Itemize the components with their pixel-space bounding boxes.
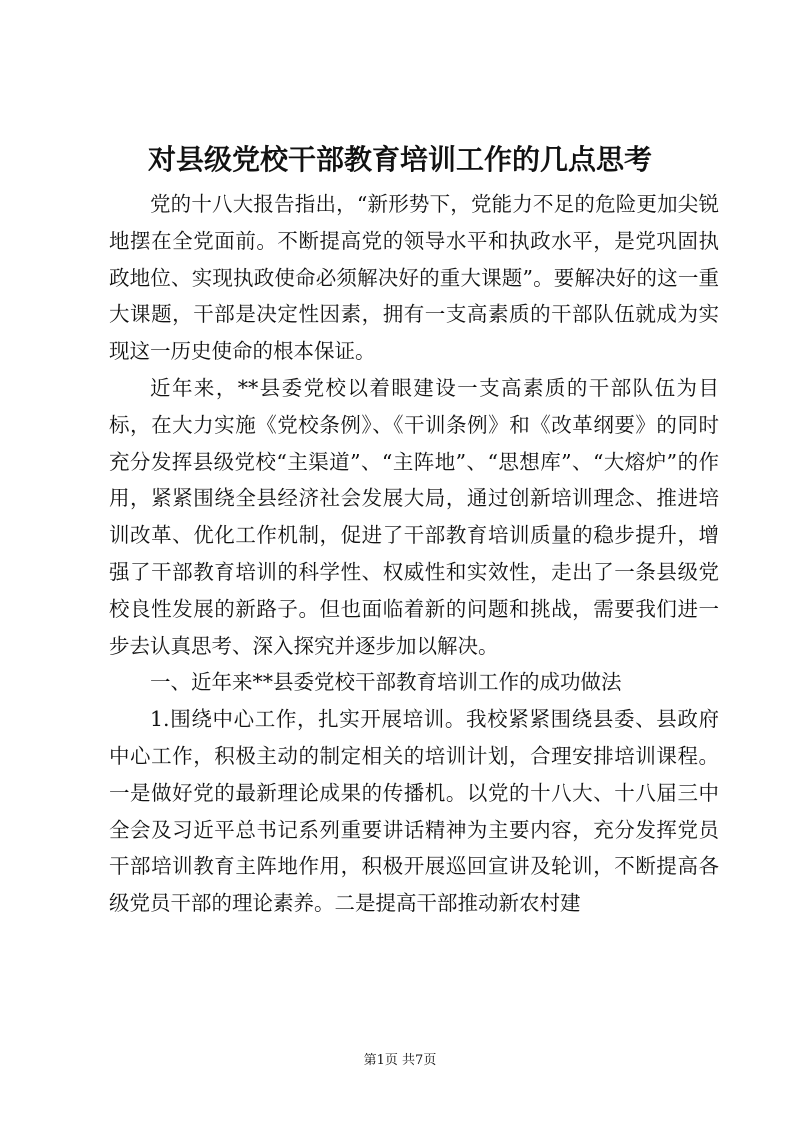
document-body [109, 186, 719, 922]
paragraph-intro: 党的十八大报告指出，“新形势下，党能力不足的危险更加尖锐地摆在全党面前。不断提高党的领导水平和执政水平，是党巩固执政地位、实现执政使命必须解决好的重大课题”。要解决好的这一重大课题，干部是决定性因素，拥有一支高素质的干部队伍就成为实现这一历史使命的根本保证。 [109, 192, 719, 364]
document-title: 对县级党校干部教育培训工作的几点思考 [147, 143, 652, 176]
section-heading: 一、近年来**县委党校干部教育培训工作的成功做法 [150, 670, 622, 695]
page-footer: 第1页 共7页 [363, 1053, 437, 1068]
paragraph-point-1: 1.围绕中心工作，扎实开展培训。我校紧紧围绕县委、县政府中心工作，积极主动的制定相关的培训计划，合理安排培训课程。一是做好党的最新理论成果的传播机。以党的十八大、十八届三中全会及习近平总书记系列重要讲话精神为主要内容，充分发挥党员干部培训教育主阵地作用，积极开展巡回宣讲及轮训，不断提高各级党员干部的理论素养。二是提高干部推动新农村建 [109, 707, 719, 916]
paragraph-background: 近年来，**县委党校以着眼建设一支高素质的干部队伍为目标，在大力实施《党校条例》、《干训条例》和《改革纲要》的同时充分发挥县级党校“主渠道”、“主阵地”、“思想库”、“大熔炉”的作用，紧紧围绕全县经济社会发展大局，通过创新培训理念、推进培训改革、优化工作机制，促进了干部教育培训质量的稳步提升，增强了干部教育培训的科学性、权威性和实效性，走出了一条县级党校良性发展的新路子。但也面临着新的问题和挑战，需要我们进一步去认真思考、深入探究并逐步加以解决。 [109, 375, 719, 658]
